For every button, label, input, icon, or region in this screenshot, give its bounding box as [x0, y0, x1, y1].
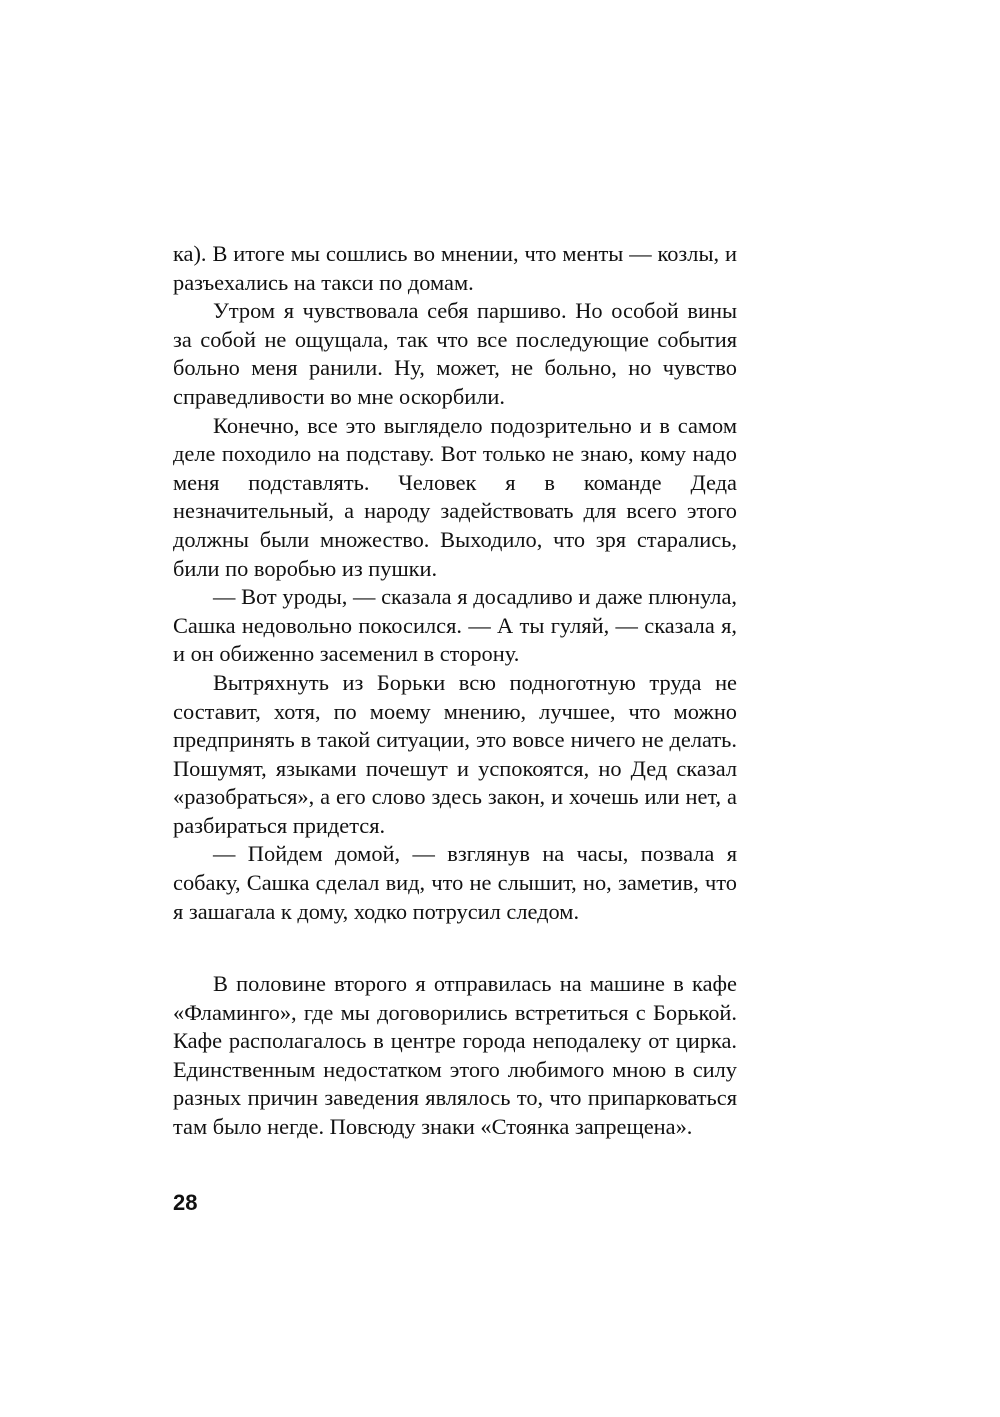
paragraph: В половине второго я отправилась на машине в кафе «Фламинго», где мы договорились встретиться с Борькой. Кафе располагалось в центре города неподалеку от цирка. Единственным недостатком этого любимого мною в силу разных причин заведения являлось то, что припарковаться там было негде. Повсюду знаки «Стоянка запрещена». [173, 971, 737, 1139]
page-number: 28 [173, 1190, 198, 1215]
paragraph-dialogue: — Пойдем домой, — взглянув на часы, позвала я собаку, Сашка сделал вид, что не слышит, но, заметив, что я зашагала к дому, ходко потрусил следом. [173, 841, 737, 924]
paragraph: Вытряхнуть из Борьки всю подноготную труда не составит, хотя, по моему мнению, лучшее, что можно предпринять в такой ситуации, это вовсе ничего не делать. Пошумят, языками почешут и успокоятся, но Дед сказал «разобраться», а его слово здесь закон, и хочешь или нет, а разбираться придется. [173, 669, 737, 838]
text-section-1 [173, 240, 737, 926]
paragraph-continuation: ка). В итоге мы сошлись во мнении, что менты — козлы, и разъехались на такси по домам. [173, 241, 737, 295]
paragraph: Утром я чувствовала себя паршиво. Но особой вины за собой не ощущала, так что все последующие события больно меня ранили. Ну, может, не больно, но чувство справедливости во мне оскорбили. [173, 298, 737, 409]
paragraph-dialogue: — Вот уроды, — сказала я досадливо и даже плюнула, Сашка недовольно покосился. — А ты гуляй, — сказала я, и он обиженно засеменил в сторону. [173, 584, 737, 667]
paragraph: Конечно, все это выглядело подозрительно и в самом деле походило на подставу. Вот только не знаю, кому надо меня подставлять. Человек я в команде Деда незначительный, а народу задействовать для всего этого должны были множество. Выходило, что зря старались, били по воробью из пушки. [173, 412, 737, 581]
text-section-2 [173, 970, 737, 1142]
